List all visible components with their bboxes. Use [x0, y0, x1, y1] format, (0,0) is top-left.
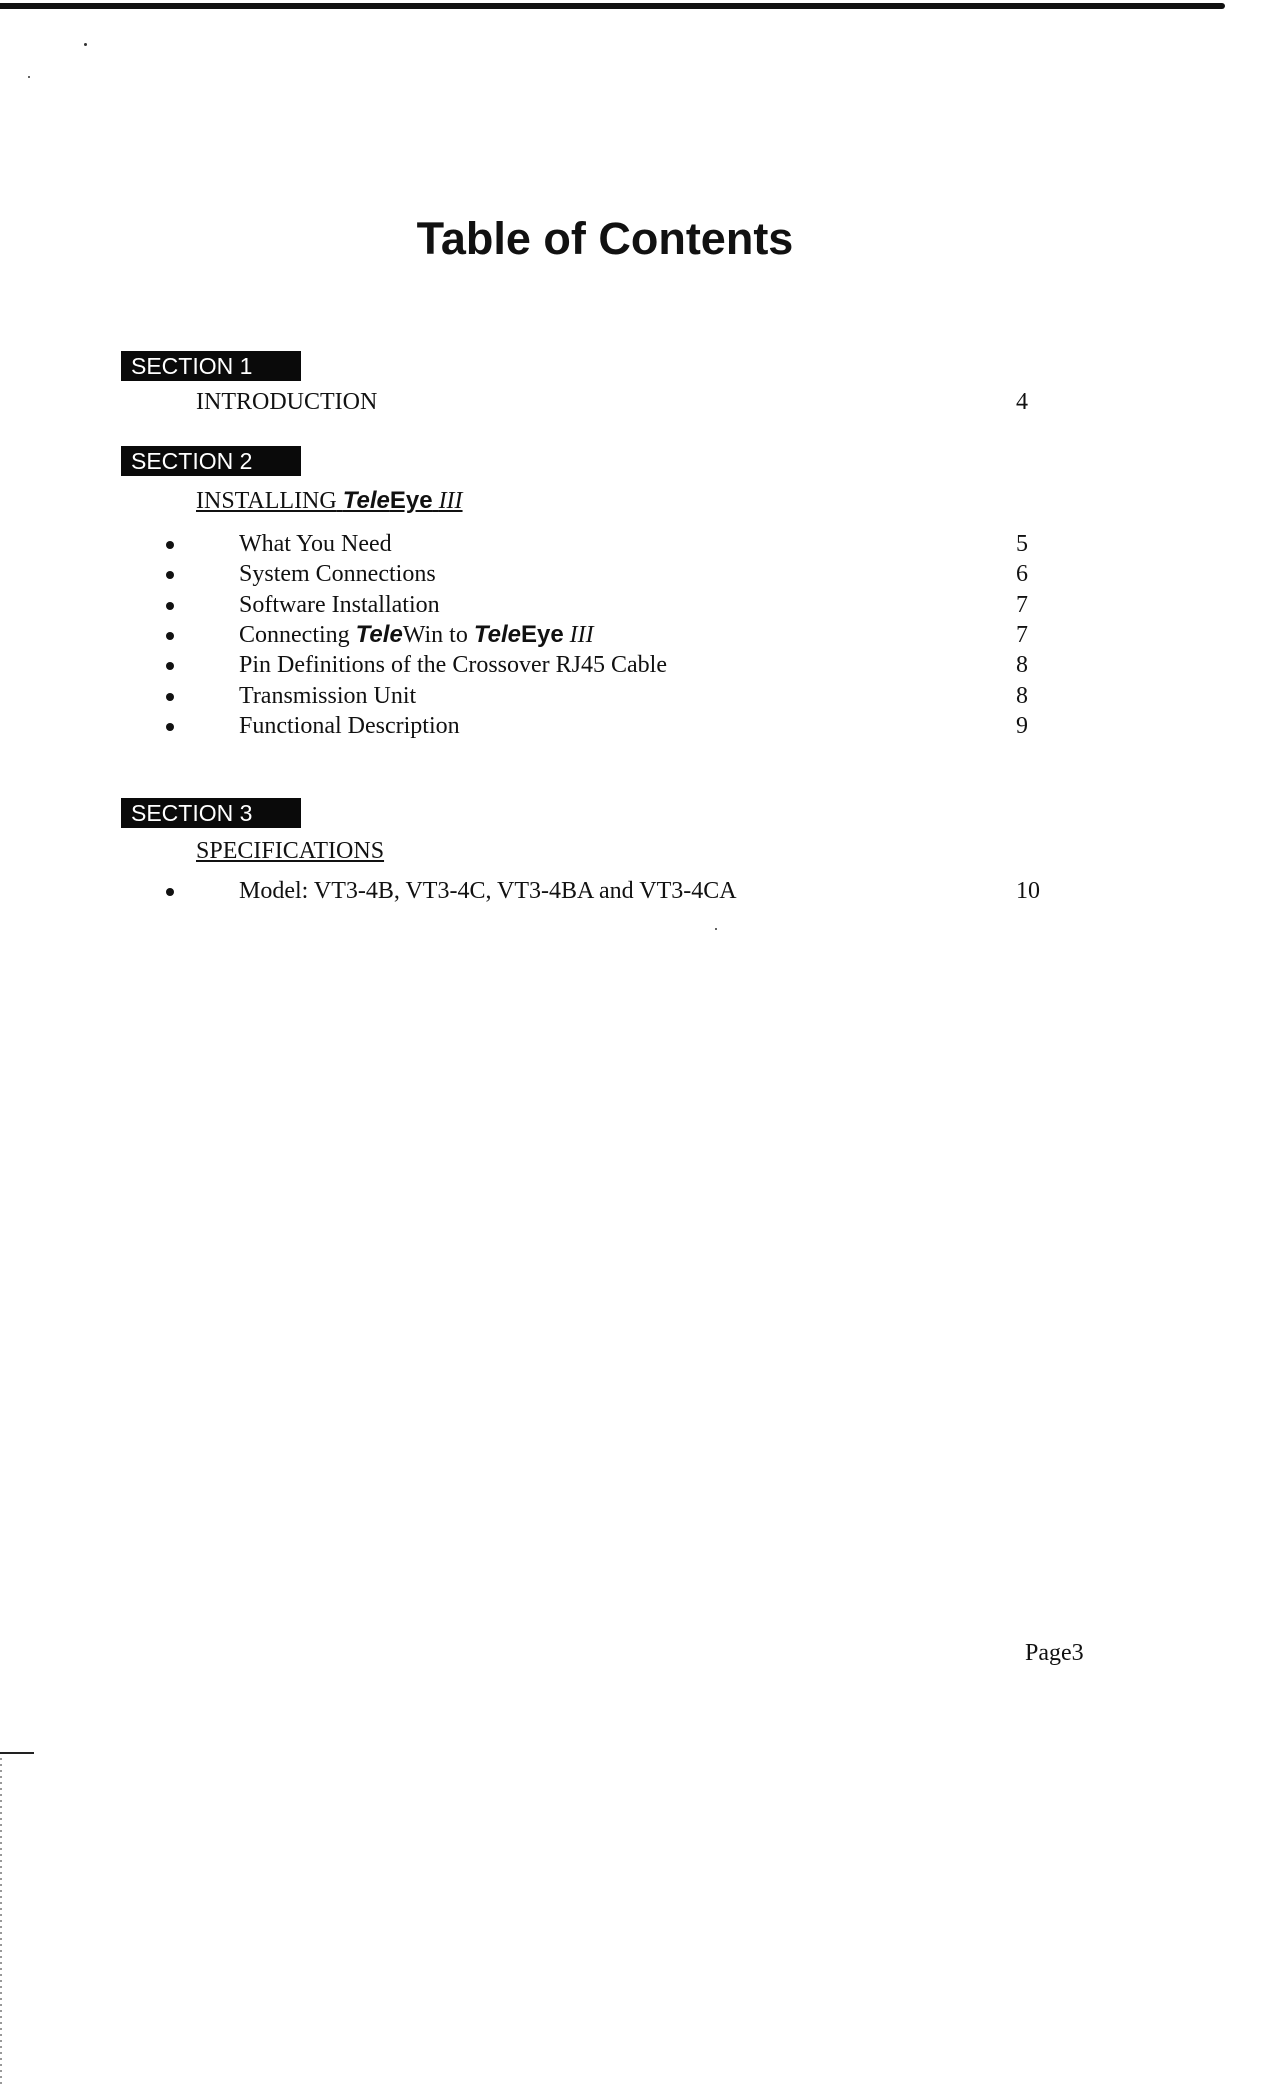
- bullet-icon: [166, 541, 174, 549]
- bullet-icon: [166, 662, 174, 670]
- page-number: 4: [1016, 389, 1028, 415]
- page-footer-number: Page3: [1025, 1640, 1084, 1666]
- bullet-icon: [166, 632, 174, 640]
- section-3-heading: SPECIFICATIONS: [196, 838, 385, 864]
- scan-speck: [715, 928, 717, 930]
- toc-entry-connecting-telewin[interactable]: Connecting TeleWin to TeleEye III 7: [0, 620, 1270, 650]
- toc-entry-model-specifications[interactable]: Model: VT3-4B, VT3-4C, VT3-4BA and VT3-4CA 10: [0, 876, 1270, 906]
- bullet-icon: [166, 693, 174, 701]
- section-1-heading: INTRODUCTION: [196, 389, 378, 415]
- bullet-icon: [166, 571, 174, 579]
- toc-entry-introduction[interactable]: [0, 387, 1270, 417]
- toc-entry-functional-description[interactable]: Functional Description 9: [0, 711, 1270, 741]
- scan-edge-dots: [0, 1758, 2, 2088]
- section-1-tag: SECTION 1: [121, 351, 301, 381]
- top-border-rule: [0, 3, 1225, 9]
- toc-entry-what-you-need[interactable]: What You Need 5: [0, 529, 1270, 559]
- section-2-tag: SECTION 2: [121, 446, 301, 476]
- scan-edge-mark: [0, 1752, 34, 1754]
- section-2-heading: INSTALLING TeleEye III: [196, 487, 463, 514]
- scan-speck: [28, 76, 30, 78]
- toc-entry-software-installation[interactable]: Software Installation 7: [0, 590, 1270, 620]
- scan-speck: [84, 43, 87, 46]
- bullet-icon: [166, 888, 174, 896]
- bullet-icon: [166, 723, 174, 731]
- page-title: Table of Contents: [416, 213, 794, 264]
- section-3-tag: SECTION 3: [121, 798, 301, 828]
- toc-entry-transmission-unit[interactable]: Transmission Unit 8: [0, 681, 1270, 711]
- toc-entry-system-connections[interactable]: System Connections 6: [0, 559, 1270, 589]
- bullet-icon: [166, 602, 174, 610]
- toc-entry-pin-definitions[interactable]: Pin Definitions of the Crossover RJ45 Cable 8: [0, 650, 1270, 680]
